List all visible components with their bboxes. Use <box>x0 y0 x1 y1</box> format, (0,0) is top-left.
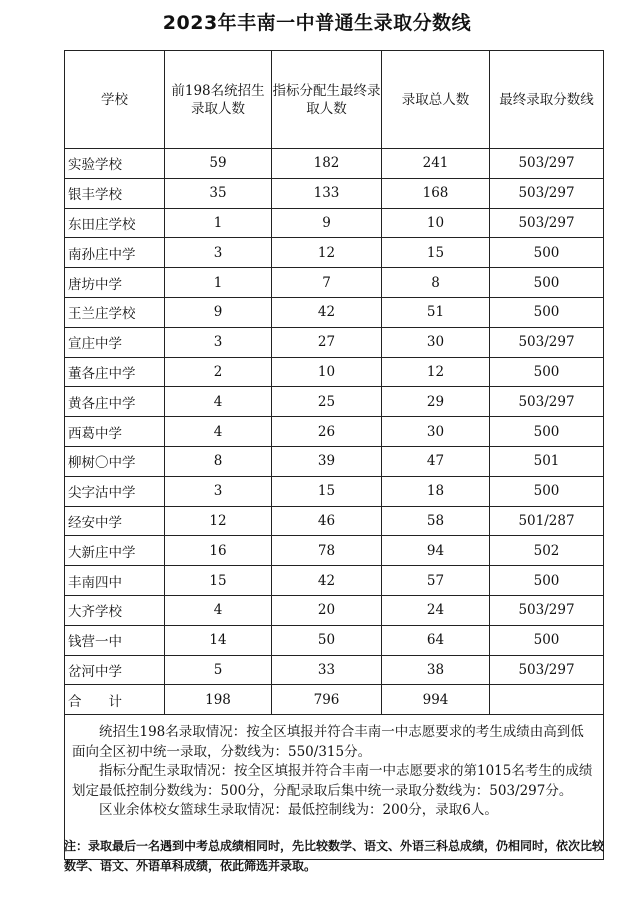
cell-top198: 4 <box>165 387 272 417</box>
cell-school: 银丰学校 <box>65 178 165 208</box>
cell-score: 500 <box>490 268 604 298</box>
cell-top198: 14 <box>165 625 272 655</box>
table-row <box>65 625 604 655</box>
cell-school: 经安中学 <box>65 506 165 536</box>
header-top198: 前198名统招生录取人数 <box>165 51 272 149</box>
cell-total: 94 <box>382 536 490 566</box>
cell-total: 18 <box>382 476 490 506</box>
cell-school: 黄各庄中学 <box>65 387 165 417</box>
cell-quota: 12 <box>272 238 382 268</box>
cell-quota: 78 <box>272 536 382 566</box>
cell-quota: 46 <box>272 506 382 536</box>
cell-quota: 20 <box>272 595 382 625</box>
cell-score: 502 <box>490 536 604 566</box>
cell-score: 501 <box>490 446 604 476</box>
cell-quota: 182 <box>272 149 382 179</box>
cell-top198: 3 <box>165 238 272 268</box>
cell-total: 8 <box>382 268 490 298</box>
cell-score: 503/297 <box>490 149 604 179</box>
table-row <box>65 536 604 566</box>
total-label: 合 计 <box>65 685 165 715</box>
cell-school: 大新庄中学 <box>65 536 165 566</box>
cell-top198: 5 <box>165 655 272 685</box>
cell-score: 503/297 <box>490 387 604 417</box>
cell-score: 500 <box>490 476 604 506</box>
cell-score: 500 <box>490 566 604 596</box>
cell-school: 南孙庄中学 <box>65 238 165 268</box>
cell-score: 500 <box>490 417 604 447</box>
cell-school: 唐坊中学 <box>65 268 165 298</box>
cell-score: 503/297 <box>490 655 604 685</box>
cell-quota: 33 <box>272 655 382 685</box>
total-quota: 796 <box>272 685 382 715</box>
cell-total: 241 <box>382 149 490 179</box>
table-row <box>65 476 604 506</box>
cell-top198: 2 <box>165 357 272 387</box>
cell-quota: 10 <box>272 357 382 387</box>
cell-top198: 9 <box>165 297 272 327</box>
total-score <box>490 685 604 715</box>
cell-top198: 3 <box>165 327 272 357</box>
admission-table <box>64 50 604 860</box>
total-top198: 198 <box>165 685 272 715</box>
cell-school: 宣庄中学 <box>65 327 165 357</box>
cell-score: 503/297 <box>490 327 604 357</box>
total-total: 994 <box>382 685 490 715</box>
cell-top198: 3 <box>165 476 272 506</box>
table-body <box>65 149 604 860</box>
cell-school: 大齐学校 <box>65 595 165 625</box>
cell-top198: 16 <box>165 536 272 566</box>
cell-school: 岔河中学 <box>65 655 165 685</box>
header-school: 学校 <box>65 51 165 149</box>
cell-quota: 25 <box>272 387 382 417</box>
table-row <box>65 417 604 447</box>
table-row <box>65 566 604 596</box>
table-row <box>65 178 604 208</box>
table-row <box>65 506 604 536</box>
cell-school: 实验学校 <box>65 149 165 179</box>
cell-score: 500 <box>490 625 604 655</box>
cell-score: 501/287 <box>490 506 604 536</box>
cell-top198: 1 <box>165 208 272 238</box>
cell-school: 丰南四中 <box>65 566 165 596</box>
note-paragraph: 区业余体校女篮球生录取情况：最低控制线为：200分，录取6人。 <box>99 802 498 819</box>
table-row <box>65 149 604 179</box>
cell-total: 29 <box>382 387 490 417</box>
cell-score: 500 <box>490 238 604 268</box>
cell-total: 57 <box>382 566 490 596</box>
cell-total: 64 <box>382 625 490 655</box>
cell-top198: 12 <box>165 506 272 536</box>
cell-school: 钱营一中 <box>65 625 165 655</box>
cell-school: 西葛中学 <box>65 417 165 447</box>
cell-total: 30 <box>382 327 490 357</box>
table-row <box>65 238 604 268</box>
cell-top198: 1 <box>165 268 272 298</box>
note-paragraph: 指标分配生录取情况：按全区填报并符合丰南一中志愿要求的第1015名考生的成绩划定最低控制分数线为：500分，分配录取后集中统一录取分数线为：503/297分。 <box>72 763 593 799</box>
cell-score: 500 <box>490 357 604 387</box>
cell-school: 尖字沽中学 <box>65 476 165 506</box>
cell-total: 24 <box>382 595 490 625</box>
cell-top198: 35 <box>165 178 272 208</box>
header-total: 录取总人数 <box>382 51 490 149</box>
cell-quota: 50 <box>272 625 382 655</box>
cell-quota: 7 <box>272 268 382 298</box>
header-quota: 指标分配生最终录取人数 <box>272 51 382 149</box>
cell-top198: 4 <box>165 595 272 625</box>
cell-total: 15 <box>382 238 490 268</box>
cell-top198: 8 <box>165 446 272 476</box>
cell-quota: 42 <box>272 297 382 327</box>
cell-total: 38 <box>382 655 490 685</box>
cell-school: 王兰庄学校 <box>65 297 165 327</box>
table-row <box>65 655 604 685</box>
table-row <box>65 387 604 417</box>
cell-score: 503/297 <box>490 595 604 625</box>
table-row <box>65 208 604 238</box>
table-row <box>65 268 604 298</box>
cell-quota: 39 <box>272 446 382 476</box>
cell-total: 12 <box>382 357 490 387</box>
cell-quota: 15 <box>272 476 382 506</box>
cell-top198: 4 <box>165 417 272 447</box>
cell-top198: 15 <box>165 566 272 596</box>
note-paragraph: 统招生198名录取情况：按全区填报并符合丰南一中志愿要求的考生成绩由高到低面向全区初中统一录取，分数线为：550/315分。 <box>72 724 584 760</box>
cell-total: 47 <box>382 446 490 476</box>
cell-total: 51 <box>382 297 490 327</box>
cell-school: 东田庄学校 <box>65 208 165 238</box>
footnote: 注：录取最后一名遇到中考总成绩相同时，先比较数学、语文、外语三科总成绩，仍相同时，依次比较数学、语文、外语单科成绩，依此筛选并录取。 <box>64 839 605 873</box>
cell-school: 董各庄中学 <box>65 357 165 387</box>
total-row <box>65 685 604 715</box>
header-score: 最终录取分数线 <box>490 51 604 149</box>
cell-school: 柳树〇中学 <box>65 446 165 476</box>
cell-score: 503/297 <box>490 208 604 238</box>
cell-quota: 27 <box>272 327 382 357</box>
cell-quota: 42 <box>272 566 382 596</box>
cell-score: 500 <box>490 297 604 327</box>
table-row <box>65 595 604 625</box>
table-row <box>65 327 604 357</box>
table-row <box>65 357 604 387</box>
cell-total: 30 <box>382 417 490 447</box>
cell-score: 503/297 <box>490 178 604 208</box>
cell-top198: 59 <box>165 149 272 179</box>
cell-total: 58 <box>382 506 490 536</box>
cell-total: 168 <box>382 178 490 208</box>
table-row <box>65 446 604 476</box>
table-row <box>65 297 604 327</box>
table-header-row <box>65 51 604 149</box>
page-title: 2023年丰南一中普通生录取分数线 <box>162 12 472 34</box>
cell-quota: 26 <box>272 417 382 447</box>
cell-quota: 133 <box>272 178 382 208</box>
cell-total: 10 <box>382 208 490 238</box>
cell-quota: 9 <box>272 208 382 238</box>
